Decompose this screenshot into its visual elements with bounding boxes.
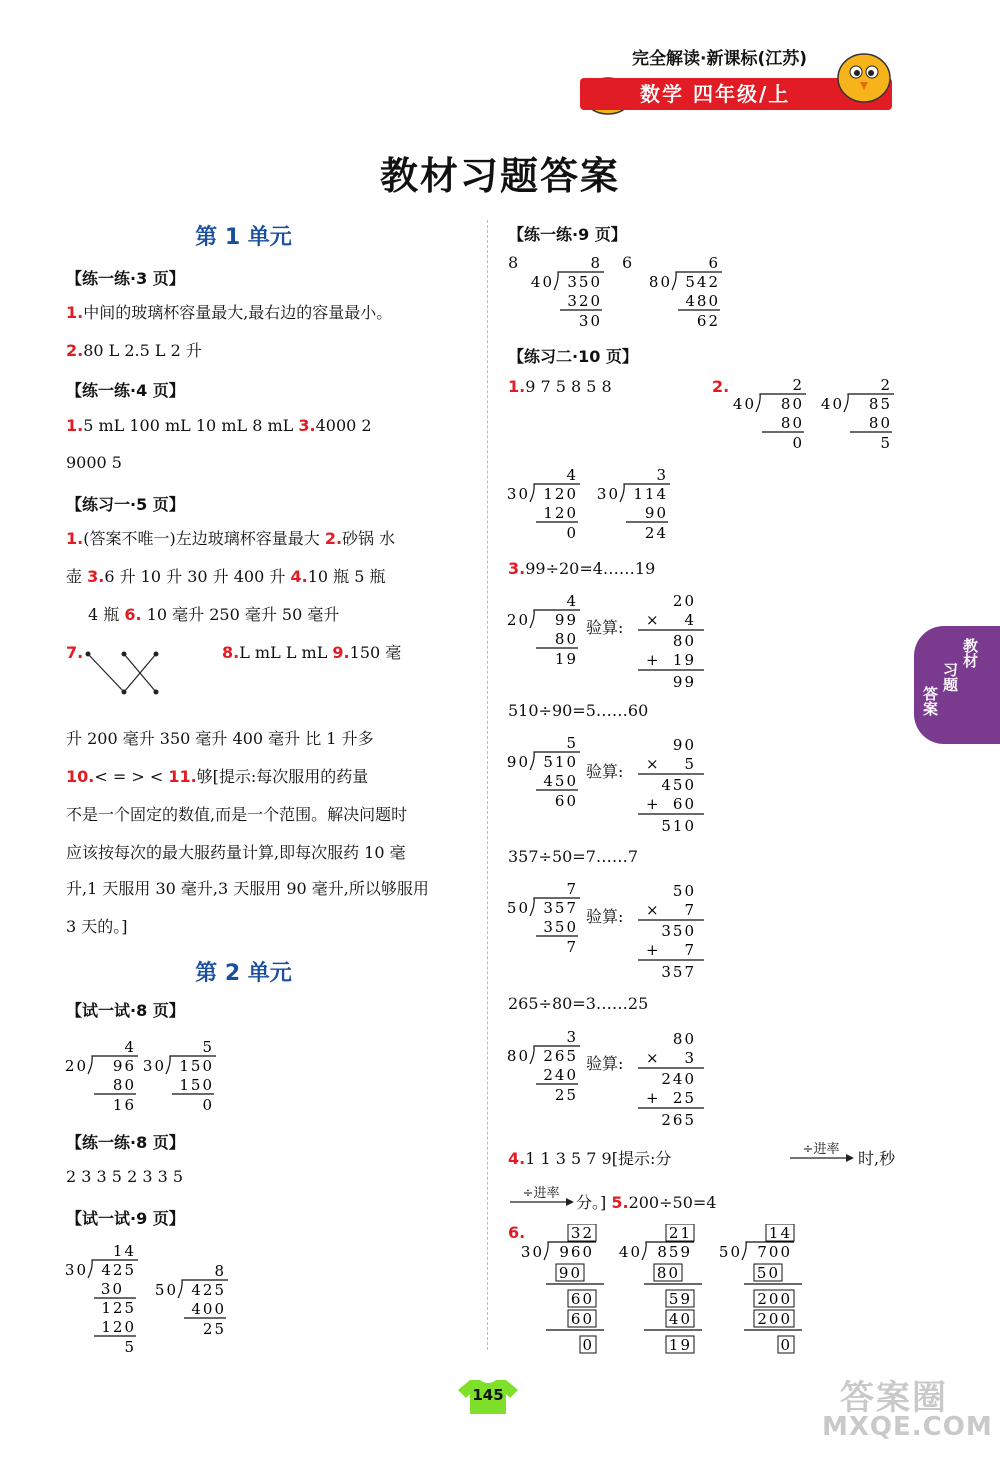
operator-text: × (646, 901, 661, 919)
dividend-text: 80 (780, 395, 804, 413)
operator-text: × (646, 1049, 661, 1067)
unit-2-heading: 第 2 单元 (195, 961, 292, 986)
remainder-text: 5 (880, 434, 892, 452)
quotient-text: 8 (590, 254, 602, 272)
check-calculation (634, 1028, 714, 1128)
equation-line: 510÷90=5……60 (508, 701, 649, 720)
answer-line: 4 瓶 6. 10 毫升 250 毫升 50 毫升 (88, 605, 340, 624)
remainder-text: 0 (566, 524, 578, 542)
remainder-text: 19 (554, 650, 578, 668)
equation-line: 357÷50=7……7 (508, 847, 639, 866)
boxed-digit-text: 19 (668, 1336, 692, 1354)
remainder-text: 24 (644, 524, 668, 542)
divisor-text: 30 (520, 1243, 544, 1261)
operator-text: × (646, 755, 661, 773)
side-tab-line-2: 习题 (941, 662, 959, 692)
operator-text: + (646, 651, 661, 669)
long-division (506, 1028, 606, 1108)
boxed-digit-text: 59 (668, 1290, 692, 1308)
boxed-digit-text: 90 (558, 1264, 582, 1282)
quotient-text: 7 (566, 880, 578, 898)
answer-line: 3 天的。] (66, 917, 128, 936)
quotient-text: 2 (792, 376, 804, 394)
answer-line: 8.L mL L mL 9.150 毫 (222, 643, 402, 662)
unit-1-heading: 第 1 单元 (195, 225, 292, 250)
divisor-text: 30 (64, 1261, 88, 1279)
long-division (154, 1262, 254, 1342)
answer-line: 1.9 7 5 8 5 8 (508, 377, 612, 396)
quotient-text: 6 (708, 254, 720, 272)
product-text: 350 (661, 922, 696, 940)
dividend-text: 96 (112, 1057, 136, 1075)
remainder-text: 30 (578, 312, 602, 330)
answer-line: 1.5 mL 100 mL 10 mL 8 mL 3.4000 2 (66, 416, 372, 435)
long-division (648, 254, 748, 334)
section-heading: 【试一试·9 页】 (66, 1209, 185, 1228)
quotient-text: 4 (124, 1038, 136, 1056)
boxed-long-division (520, 1224, 616, 1360)
divisor-text: 80 (648, 273, 672, 291)
section-heading: 【练一练·3 页】 (66, 269, 185, 288)
answer-line: 2 3 3 5 2 3 3 5 (66, 1167, 184, 1186)
remainder-text: 19 (672, 651, 696, 669)
divisor-text: 90 (506, 753, 530, 771)
series-title: 完全解读·新课标(江苏) (632, 49, 807, 69)
factor-text: 5 (684, 755, 696, 773)
answer-line: 2. (712, 377, 730, 396)
arrow-label: ÷进率 (522, 1186, 560, 1201)
remainder-text: 0 (792, 434, 804, 452)
operator-text: + (646, 1089, 661, 1107)
dividend-text: 542 (685, 273, 720, 291)
remainder-text: 5 (124, 1338, 136, 1356)
check-calculation (634, 590, 714, 690)
factor-text: 20 (672, 592, 696, 610)
check-calculation (634, 880, 714, 980)
remainder-text: 7 (566, 938, 578, 956)
total-text: 99 (672, 673, 696, 690)
divisor-text: 40 (618, 1243, 642, 1261)
step-text: 80 (868, 414, 892, 432)
section-heading: 【试一试·8 页】 (66, 1001, 185, 1020)
answer-line: 3.99÷20=4……19 (508, 559, 656, 578)
divisor-text: 30 (596, 485, 620, 503)
arrow-label: ÷进率 (802, 1142, 840, 1157)
boxed-digit-text: 0 (780, 1336, 792, 1354)
remainder-text: 60 (554, 792, 578, 810)
factor-text: 90 (672, 736, 696, 754)
long-division (64, 1242, 164, 1362)
watermark-logo: 答案圈 (840, 1378, 948, 1418)
side-tab-line-3: 答案 (921, 686, 939, 716)
divisor-text: 50 (154, 1281, 178, 1299)
section-heading: 【练一练·9 页】 (508, 225, 627, 244)
divisor-text: 40 (530, 273, 554, 291)
long-division (596, 466, 696, 546)
step-text: 80 (554, 630, 578, 648)
boxed-digit-text: 60 (570, 1290, 594, 1308)
operator-text: + (646, 795, 661, 813)
dividend-text: 85 (868, 395, 892, 413)
factor-text: 4 (684, 611, 696, 629)
divisor-text: 50 (506, 899, 530, 917)
watermark (822, 1370, 1000, 1450)
step-text: 80 (780, 414, 804, 432)
step-text: 350 (543, 918, 578, 936)
divisor-text: 50 (718, 1243, 742, 1261)
answer-line: 不是一个固定的数值,而是一个范围。解决问题时 (66, 805, 408, 824)
answer-line: 9000 5 (66, 453, 122, 472)
step-text: 450 (543, 772, 578, 790)
long-division (506, 466, 606, 546)
long-division (506, 592, 606, 672)
total-text: 357 (661, 963, 696, 980)
step-text: 120 (543, 504, 578, 522)
boxed-digit-text: 0 (582, 1336, 594, 1354)
answer-line: 1.(答案不唯一)左边玻璃杯容量最大 2.砂锅 水 (66, 529, 396, 548)
side-tab-line-1: 教材 (961, 638, 979, 668)
check-label: 验算: (586, 907, 624, 926)
dividend-text: 700 (757, 1243, 792, 1261)
product-text: 80 (672, 632, 696, 650)
answer-line: 升 200 毫升 350 毫升 400 毫升 比 1 升多 (66, 729, 374, 748)
answer-line: 10.< = > < 11.够[提示:每次服用的药量 (66, 767, 369, 786)
divisor-text: 40 (820, 395, 844, 413)
quotient-text: 3 (656, 466, 668, 484)
remainder-text: 7 (684, 941, 696, 959)
boxed-long-division (618, 1224, 714, 1360)
quotient-text: 8 (214, 1262, 226, 1280)
divisor-text: 30 (142, 1057, 166, 1075)
column-divider (487, 220, 488, 1350)
divisor-text: 80 (506, 1047, 530, 1065)
page-number-badge (456, 1378, 520, 1416)
dividend-text: 99 (554, 611, 578, 629)
boxed-digit-text: 40 (668, 1310, 692, 1328)
dividend-text: 350 (567, 273, 602, 291)
remainder-text: 25 (554, 1086, 578, 1104)
page-title: 教材习题答案 (379, 154, 620, 198)
divisor-text: 20 (506, 611, 530, 629)
page-number: 145 (472, 1386, 504, 1404)
remainder-text: 62 (696, 312, 720, 330)
step-text: 240 (543, 1066, 578, 1084)
dividend-text: 150 (179, 1057, 214, 1075)
dividend-text: 425 (101, 1261, 136, 1279)
subject-ribbon: 数学 四年级/上 (580, 78, 892, 110)
boxed-digit-text: 50 (756, 1264, 780, 1282)
divisor-text: 40 (732, 395, 756, 413)
quotient-text: 5 (566, 734, 578, 752)
boxed-digit-text: 21 (668, 1224, 692, 1242)
step-text: 80 (112, 1076, 136, 1094)
answer-line: 时,秒 (858, 1149, 896, 1168)
total-text: 265 (661, 1111, 696, 1128)
quotient-text: 3 (566, 1028, 578, 1046)
factor-text: 3 (684, 1049, 696, 1067)
dividend-text: 859 (657, 1243, 692, 1261)
boxed-digit-text: 60 (570, 1310, 594, 1328)
step-text: 30 (100, 1280, 124, 1298)
operator-text: × (646, 611, 661, 629)
answer-line: 6. (508, 1223, 526, 1242)
watermark-url: MXQE.COM (822, 1412, 993, 1442)
remainder-text: 0 (202, 1096, 214, 1114)
check-label: 验算: (586, 762, 624, 781)
answer-line: 8 (508, 253, 519, 272)
answer-line: 6 (622, 253, 633, 272)
right-arrow-icon (790, 1152, 854, 1164)
boxed-digit-text: 14 (768, 1224, 792, 1242)
answer-line: 分。] 5.200÷50=4 (576, 1193, 717, 1212)
section-heading: 【练一练·8 页】 (66, 1133, 185, 1152)
product-text: 240 (661, 1070, 696, 1088)
quotient-text: 2 (880, 376, 892, 394)
answer-line: 7. (66, 643, 84, 662)
side-tab-answers (914, 626, 1000, 744)
step-text: 320 (567, 292, 602, 310)
step-text: 120 (101, 1318, 136, 1336)
right-arrow-icon (510, 1196, 574, 1208)
dividend-text: 357 (543, 899, 578, 917)
section-heading: 【练习二·10 页】 (508, 347, 638, 366)
check-label: 验算: (586, 618, 624, 637)
quotient-text: 14 (112, 1242, 136, 1260)
check-label: 验算: (586, 1054, 624, 1073)
step-text: 150 (179, 1076, 214, 1094)
remainder-text: 25 (672, 1089, 696, 1107)
long-division (820, 376, 920, 456)
answer-line: 升,1 天服用 30 毫升,3 天服用 90 毫升,所以够服用 (66, 879, 429, 898)
divisor-text: 30 (506, 485, 530, 503)
long-division (530, 254, 630, 334)
quotient-text: 5 (202, 1038, 214, 1056)
boxed-digit-text: 200 (757, 1290, 792, 1308)
long-division (142, 1038, 242, 1118)
boxed-long-division (718, 1224, 814, 1360)
remainder-text: 25 (202, 1320, 226, 1338)
step-text: 90 (644, 504, 668, 522)
operator-text: + (646, 941, 661, 959)
factor-text: 7 (684, 901, 696, 919)
boxed-digit-text: 32 (570, 1224, 594, 1242)
answer-line: 4.1 1 3 5 7 9[提示:分 (508, 1149, 672, 1168)
divisor-text: 20 (64, 1057, 88, 1075)
quotient-text: 4 (566, 466, 578, 484)
total-text: 510 (661, 817, 696, 834)
answer-line: 应该按每次的最大服药量计算,即每次服药 10 毫 (66, 843, 406, 862)
dividend-text: 510 (543, 753, 578, 771)
step-text: 125 (101, 1299, 136, 1317)
factor-text: 50 (672, 882, 696, 900)
chick-right-icon (832, 44, 896, 108)
remainder-text: 16 (112, 1096, 136, 1114)
dividend-text: 960 (559, 1243, 594, 1261)
step-text: 400 (191, 1300, 226, 1318)
answer-line: 2.80 L 2.5 L 2 升 (66, 341, 202, 360)
long-division (506, 880, 606, 960)
quotient-text: 4 (566, 592, 578, 610)
product-text: 450 (661, 776, 696, 794)
long-division (506, 734, 606, 814)
answer-line: 1.中间的玻璃杯容量最大,最右边的容量最小。 (66, 303, 393, 322)
dividend-text: 114 (633, 485, 668, 503)
long-division (732, 376, 832, 456)
equation-line: 265÷80=3……25 (508, 994, 649, 1013)
answer-line: 壶 3.6 升 10 升 30 升 400 升 4.10 瓶 5 瓶 (66, 567, 386, 586)
boxed-digit-text: 80 (656, 1264, 680, 1282)
section-heading: 【练习一·5 页】 (66, 495, 185, 514)
remainder-text: 60 (672, 795, 696, 813)
boxed-digit-text: 200 (757, 1310, 792, 1328)
dividend-text: 120 (543, 485, 578, 503)
step-text: 480 (685, 292, 720, 310)
section-heading: 【练一练·4 页】 (66, 381, 185, 400)
dividend-text: 425 (191, 1281, 226, 1299)
matching-diagram (80, 648, 180, 700)
factor-text: 80 (672, 1030, 696, 1048)
dividend-text: 265 (543, 1047, 578, 1065)
check-calculation (634, 734, 714, 834)
